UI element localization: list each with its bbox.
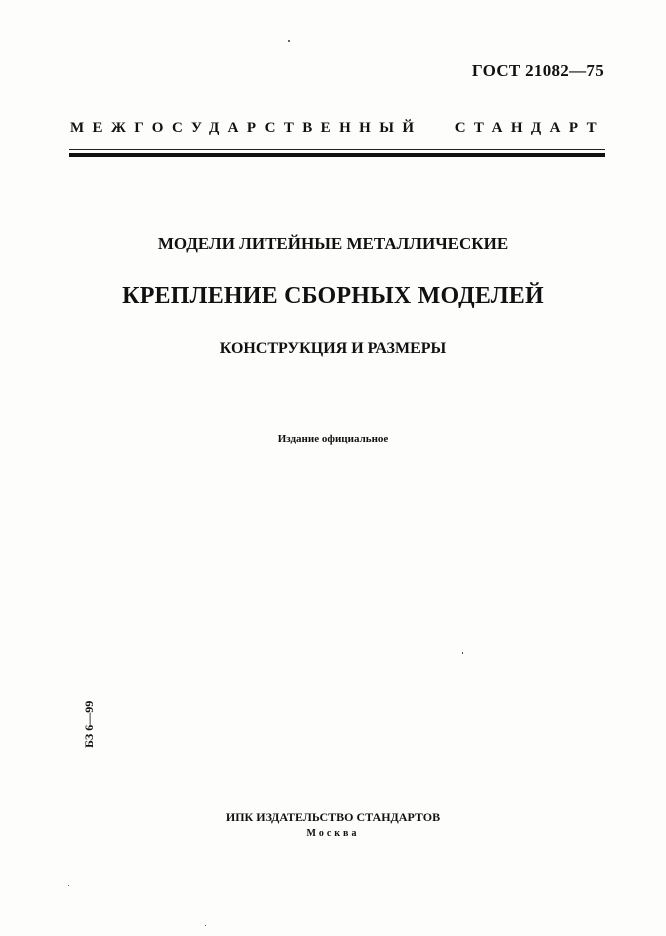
publisher-city: Москва	[306, 828, 360, 839]
header-thin-rule	[69, 149, 605, 150]
scan-speck	[205, 925, 206, 926]
scan-speck	[462, 652, 463, 654]
scan-speck	[288, 40, 290, 42]
side-print-code: БЗ 6—99	[82, 700, 96, 748]
header-thick-rule	[69, 153, 605, 157]
document-subject: МОДЕЛИ ЛИТЕЙНЫЕ МЕТАЛЛИЧЕСКИЕ	[157, 234, 509, 253]
document-subtitle: КОНСТРУКЦИЯ И РАЗМЕРЫ	[219, 340, 447, 357]
interstate-standard-heading	[70, 120, 605, 137]
edition-note: Издание официальное	[277, 433, 389, 445]
standard-number: ГОСТ 21082—75	[471, 61, 604, 80]
standard-word: СТАНДАРТ	[454, 120, 605, 136]
document-title: КРЕПЛЕНИЕ СБОРНЫХ МОДЕЛЕЙ	[122, 283, 544, 309]
interstate-word: МЕЖГОСУДАРСТВЕННЫЙ	[70, 120, 423, 136]
scan-speck	[68, 885, 69, 886]
publisher-name: ИПК ИЗДАТЕЛЬСТВО СТАНДАРТОВ	[225, 810, 441, 824]
